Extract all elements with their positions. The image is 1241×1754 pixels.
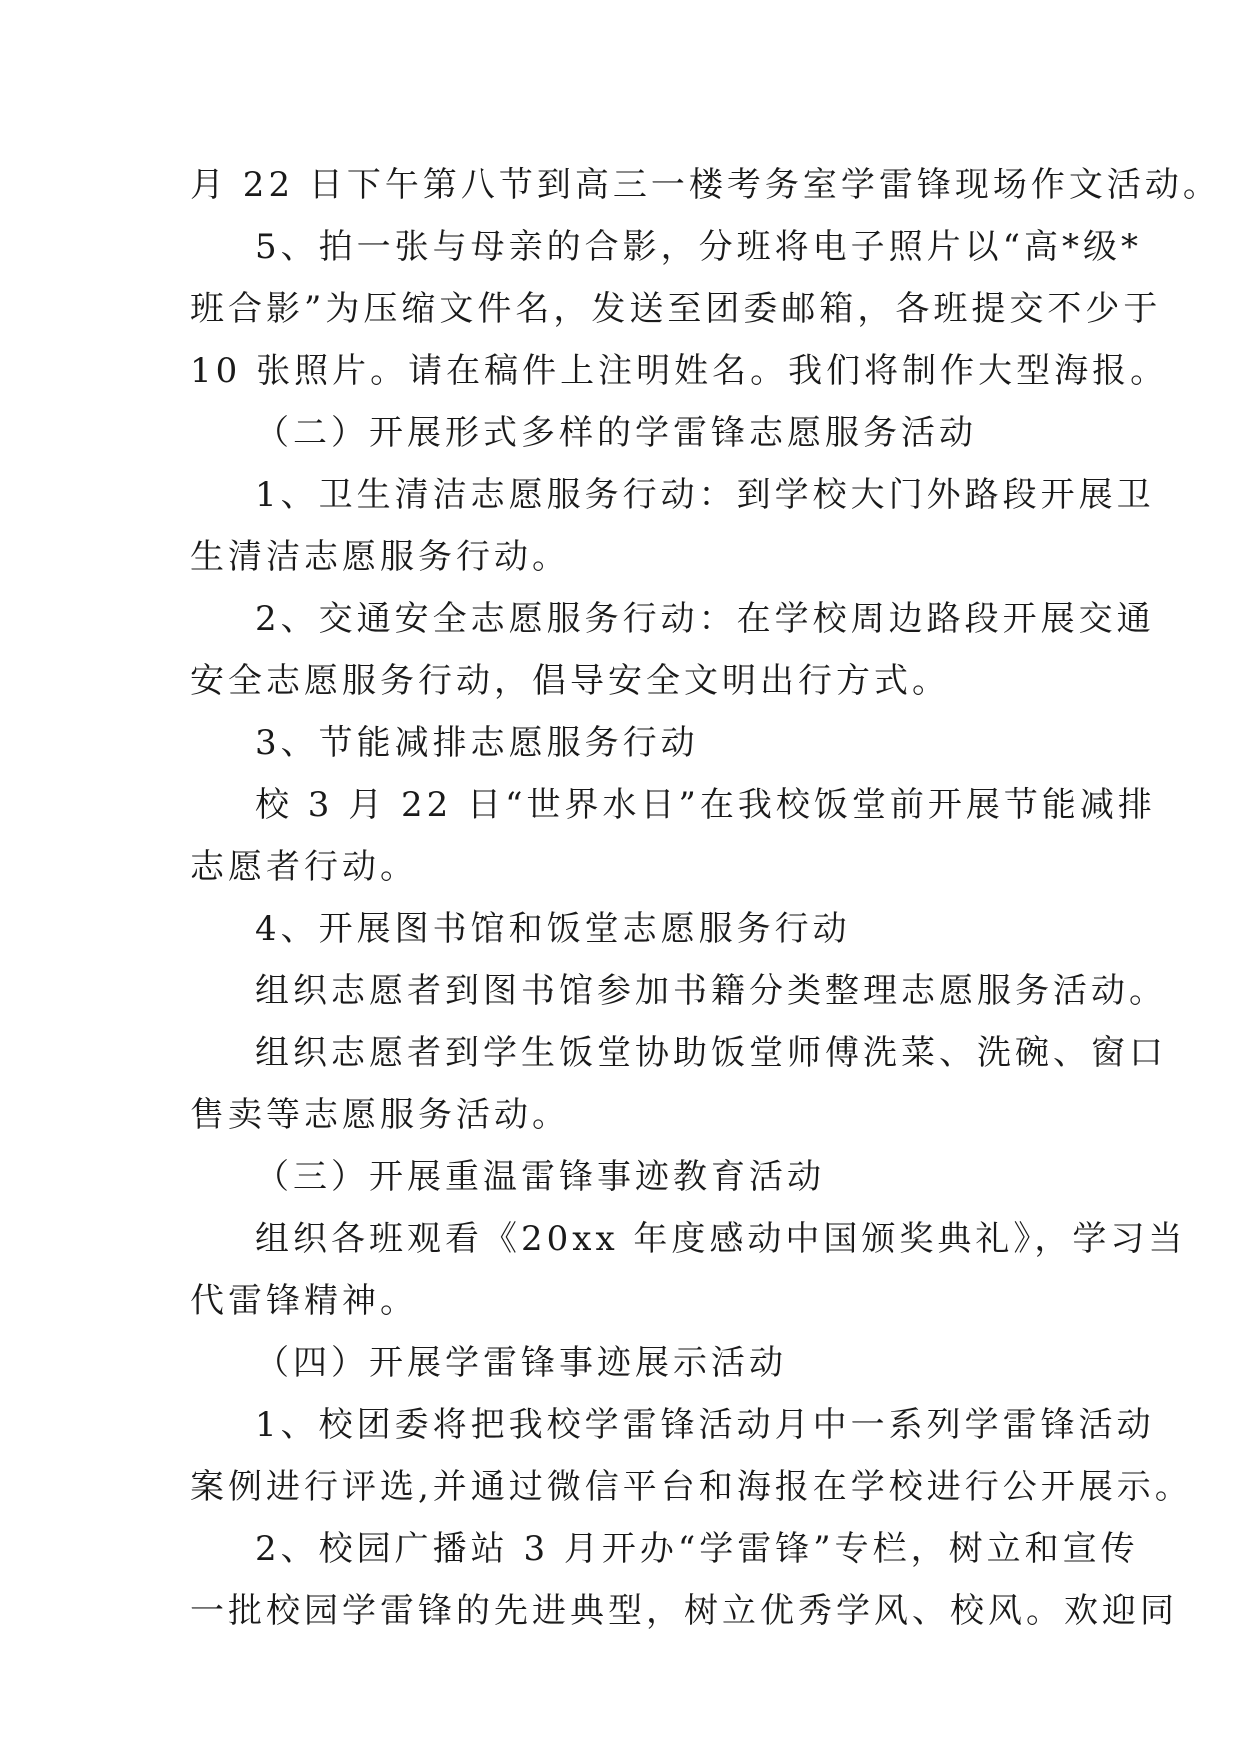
text-line-9: 安全志愿服务行动，倡导安全文明出行方式。 [190,661,950,701]
text-line-15: 组织志愿者到学生饭堂协助饭堂师傅洗菜、洗碗、窗口 [255,1033,1167,1073]
text-line-6: 1、卫生清洁志愿服务行动：到学校大门外路段开展卫 [255,475,1155,515]
text-line-24: 一批校园学雷锋的先进典型，树立优秀学风、校风。欢迎同 [190,1591,1178,1631]
text-line-1: 月 22 日下午第八节到高三一楼考务室学雷锋现场作文活动。 [190,165,1221,205]
text-line-18: 组织各班观看《20xx 年度感动中国颁奖典礼》，学习当 [255,1219,1187,1259]
section-heading-2: （二）开展形式多样的学雷锋志愿服务活动 [255,413,977,453]
text-line-13: 4、开展图书馆和饭堂志愿服务行动 [255,909,851,949]
text-line-11: 校 3 月 22 日“世界水日”在我校饭堂前开展节能减排 [255,785,1156,825]
text-line-10: 3、节能减排志愿服务行动 [255,723,699,763]
text-line-3: 班合影”为压缩文件名，发送至团委邮箱，各班提交不少于 [190,289,1162,329]
section-heading-3: （三）开展重温雷锋事迹教育活动 [255,1157,825,1197]
text-line-14: 组织志愿者到图书馆参加书籍分类整理志愿服务活动。 [255,971,1167,1011]
text-line-23: 2、校园广播站 3 月开办“学雷锋”专栏，树立和宣传 [255,1529,1139,1569]
text-line-19: 代雷锋精神。 [190,1281,418,1321]
section-heading-4: （四）开展学雷锋事迹展示活动 [255,1343,787,1383]
text-line-22: 案例进行评选,并通过微信平台和海报在学校进行公开展示。 [190,1467,1193,1507]
text-line-2: 5、拍一张与母亲的合影，分班将电子照片以“高*级* [255,227,1143,267]
text-line-21: 1、校团委将把我校学雷锋活动月中一系列学雷锋活动 [255,1405,1155,1445]
text-line-16: 售卖等志愿服务活动。 [190,1095,570,1135]
text-line-12: 志愿者行动。 [190,847,418,887]
text-line-7: 生清洁志愿服务行动。 [190,537,570,577]
text-line-4: 10 张照片。请在稿件上注明姓名。我们将制作大型海报。 [190,351,1169,391]
text-line-8: 2、交通安全志愿服务行动：在学校周边路段开展交通 [255,599,1155,639]
